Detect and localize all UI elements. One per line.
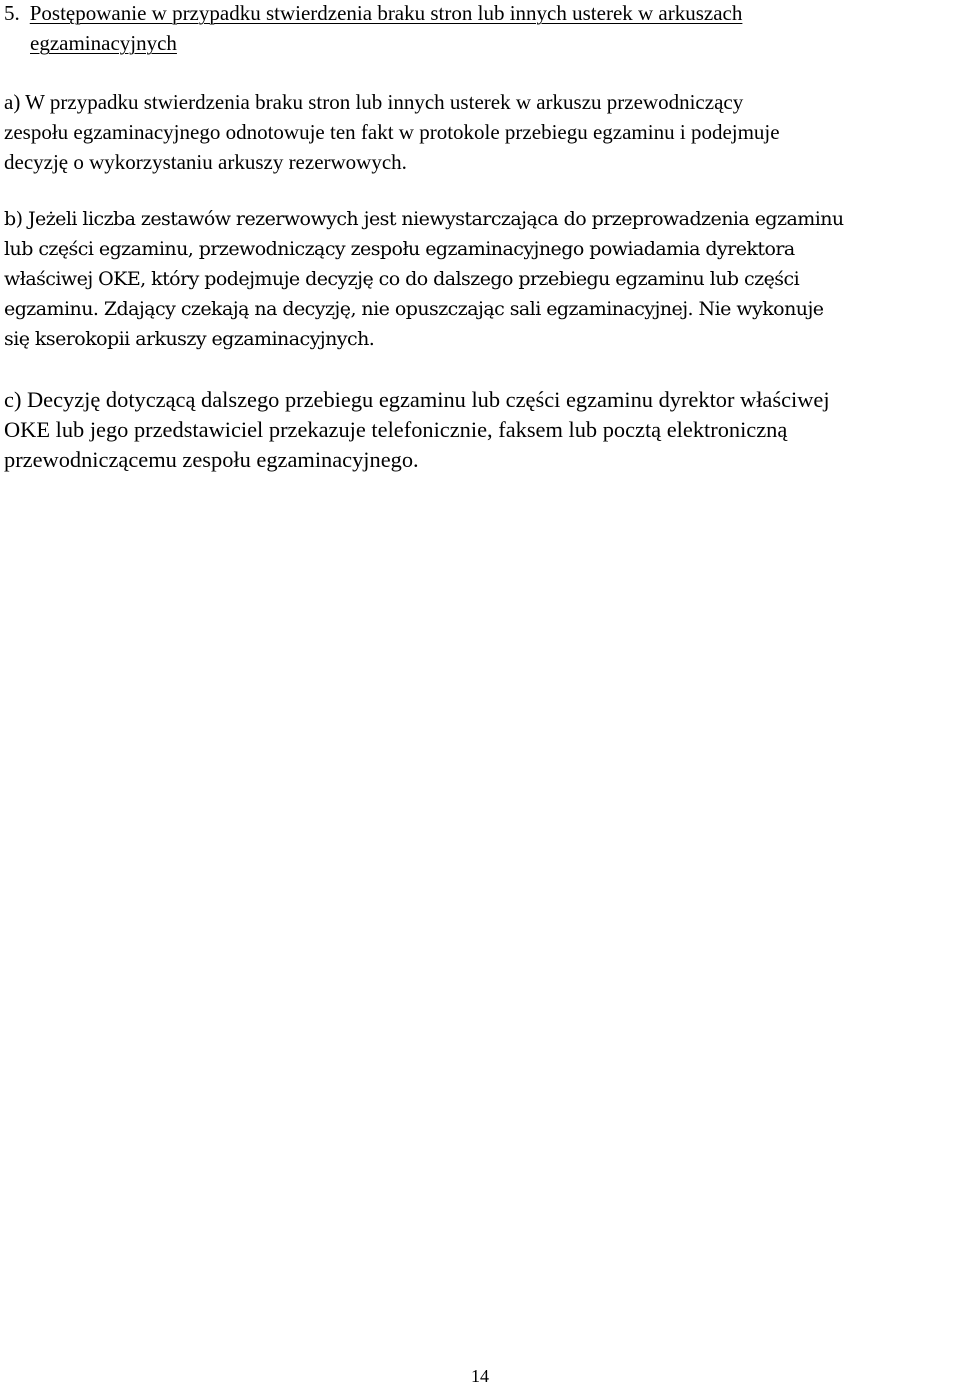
- page-number: 14: [471, 1366, 489, 1386]
- section-title-line-2: egzaminacyjnych: [30, 31, 177, 55]
- paragraph-line: OKE lub jego przedstawiciel przekazuje telefonicznie, faksem lub pocztą elektroniczną: [4, 417, 788, 442]
- section-title-line-1: Postępowanie w przypadku stwierdzenia braku stron lub innych usterek w arkuszach: [29, 1, 743, 25]
- paragraph-line: b) Jeżeli liczba zestawów rezerwowych jest niewystarczająca do przeprowadzenia egzaminu: [4, 208, 844, 230]
- paragraph-line: się kserokopii arkuszy egzaminacyjnych.: [4, 328, 375, 350]
- paragraph-line: przewodniczącemu zespołu egzaminacyjnego.: [4, 447, 419, 472]
- section-heading: [4, 0, 954, 58]
- paragraph-line: decyzję o wykorzystaniu arkuszy rezerwowych.: [4, 150, 407, 174]
- paragraph-c: [4, 385, 960, 475]
- paragraph-line: a) W przypadku stwierdzenia braku stron lub innych usterek w arkuszu przewodniczący: [4, 90, 744, 114]
- paragraph-line: lub części egzaminu, przewodniczący zespołu egzaminacyjnego powiadamia dyrektora: [4, 238, 795, 260]
- section-number: 5.: [4, 1, 20, 25]
- paragraph-line: właściwej OKE, który podejmuje decyzję co do dalszego przebiegu egzaminu lub części: [4, 268, 800, 290]
- paragraph-line: c) Decyzję dotyczącą dalszego przebiegu egzaminu lub części egzaminu dyrektor właściwej: [4, 387, 830, 412]
- paragraph-line: egzaminu. Zdający czekają na decyzję, nie opuszczając sali egzaminacyjnej. Nie wykonuje: [4, 298, 824, 320]
- paragraph-b: [4, 204, 960, 354]
- paragraph-a: [4, 87, 960, 177]
- paragraph-line: zespołu egzaminacyjnego odnotowuje ten fakt w protokole przebiegu egzaminu i podejmuje: [4, 120, 780, 144]
